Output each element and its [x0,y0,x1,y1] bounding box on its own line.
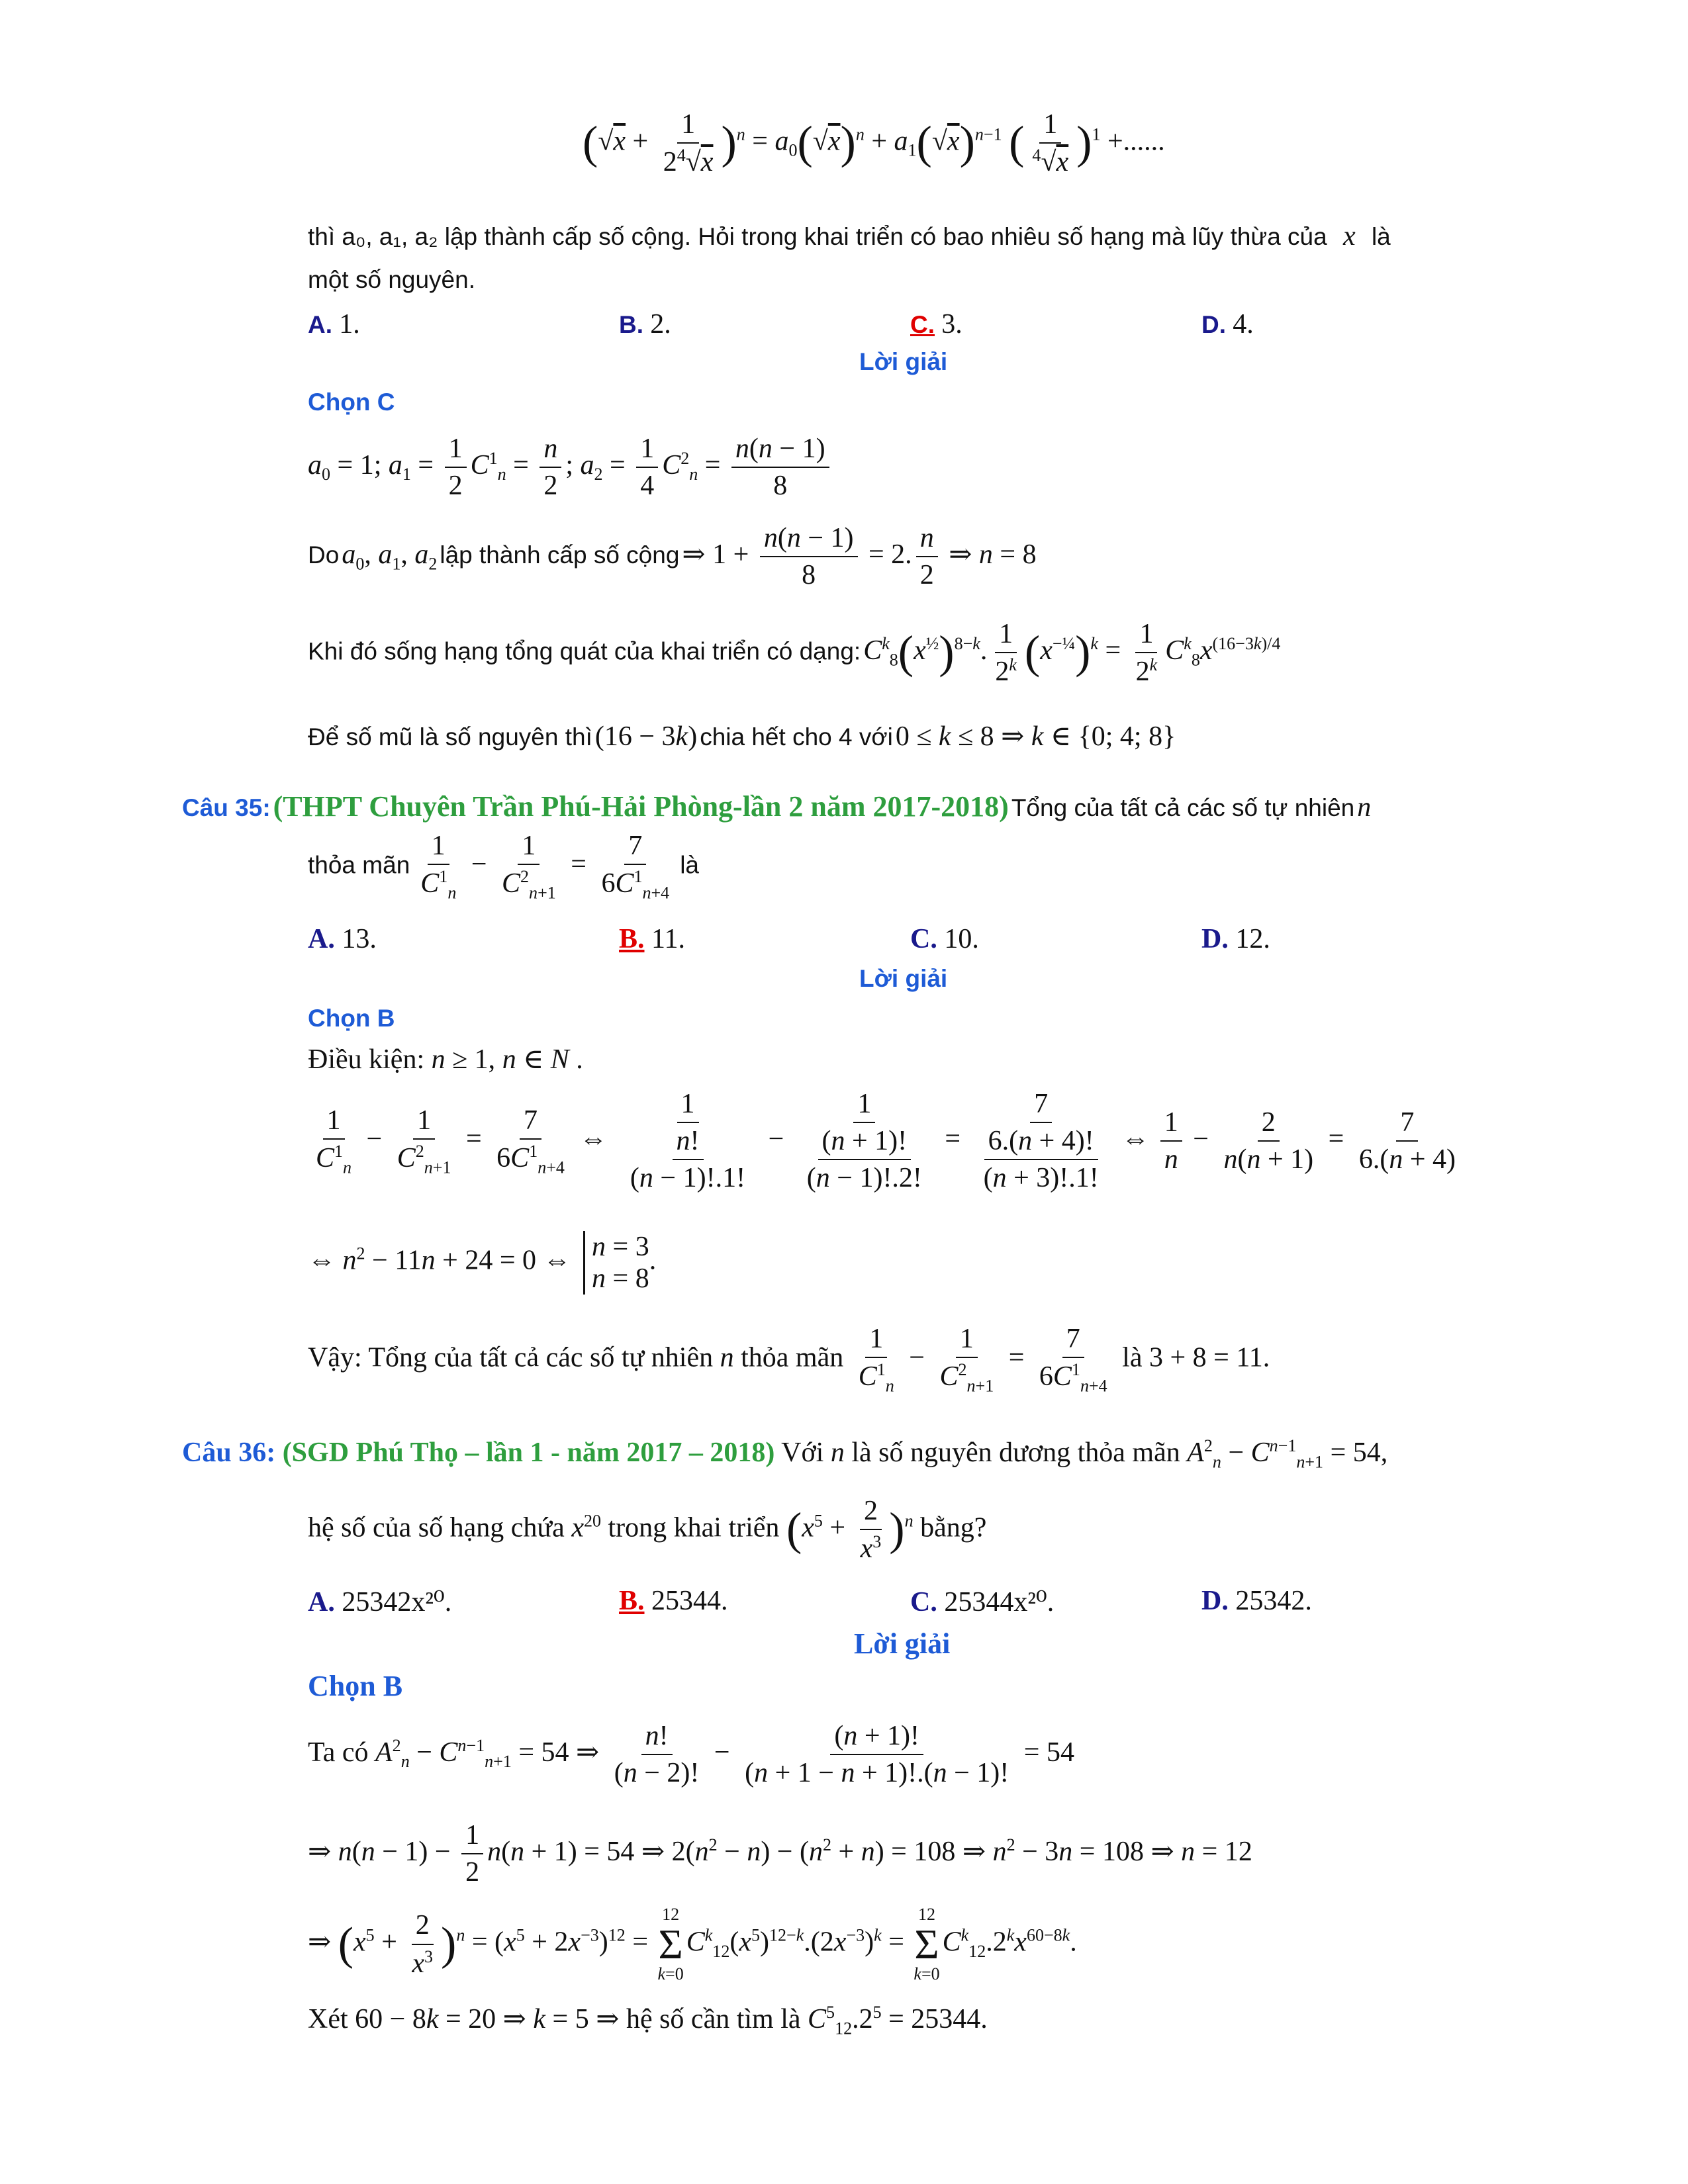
q34-option-a[interactable]: A. 1. [308,309,360,340]
q36-conclusion: Xét 60 − 8k = 20 ⇒ k = 5 ⇒ hệ số cần tìm là $C^5_{12}.2^5 = 25344$. [308,2003,988,2038]
q35-condition: Điều kiện: n ≥ 1, n ∈ N . [308,1044,583,1075]
q34-chosen-answer: Chọn C [308,388,395,416]
q36-statement-line2: hệ số của số hạng chứa $x^{20}$ trong khai triển ($x^5$ + $\frac{2}{x^3}$ )$^n$ bằng? [308,1496,987,1565]
q34-option-b[interactable]: B. 2. [619,309,671,340]
q36-option-d[interactable]: D. 25342. [1201,1586,1312,1616]
q36-step-solve-n: ⇒ n(n − 1) − $\frac{1}{2}$ n(n + 1) = 54 ⇒ $2(n^2 - n) - (n^2 + n) = 108$ ⇒ $n^2 - 3n = 108$ ⇒ n = 12 [308,1820,1252,1888]
q34-statement-line2: một số nguyên. [308,266,475,293]
q35-condition-equation: thỏa mãn $\frac{1}{C^1_n}$ − $\frac{1}{C^2_{n+1}}$ = $\frac{7}{6C^1_{n+4}}$ là [308,831,700,903]
q36-step-ta-co: Ta có $A^2_n - C^{n-1}_{n+1} = 54$ ⇒ $\frac{n!}{(n - 2)!}$ − $\frac{(n + 1)!}{(n + 1 - n + 1)!.(n - 1)!}$ = 54 [308,1721,1074,1789]
q36-option-c[interactable]: C. 25344x²⁰. [910,1587,1055,1617]
q36-step-expansion: ⇒ ($x^5$ + $\frac{2}{x^3}$ )$^n = (x^5 + 2x^{-3})^{12}$ = 12 Σ k=0 $C^k_{12}(x^5)^{12-k}.(2x^{-3})^k$ = 12 Σ k=0 $C^k_{12}.2^kx^{60-8k}$. [308,1905,1077,1983]
q35-option-b[interactable]: B. 11. [619,924,685,954]
q35-conclusion: Vậy: Tổng của tất cả các số tự nhiên n thỏa mãn $\frac{1}{C^1_n}$ − $\frac{1}{C^2_{n+1}}$ = $\frac{7}{6C^1_{n+4}}$ là 3 + 8 = 11. [308,1324,1270,1396]
q36-header: Câu 36: (SGD Phú Thọ – lần 1 - năm 2017 – 2018) Với n là số nguyên dương thỏa mãn $A^2_n - C^{n-1}_{n+1} = 54$, [182,1436,1388,1472]
q34-solution-title: Lời giải [859,348,948,375]
q35-option-d[interactable]: D. 12. [1201,924,1270,954]
q35-header: Câu 35: (THPT Chuyên Trần Phú-Hải Phòng-lần 2 năm 2017-2018) Tổng của tất cả các số tự nhiên n [182,790,1372,823]
q34-step-arithmetic: Do $a_0$, $a_1$, $a_2$ lập thành cấp số cộng ⇒ 1 + $\frac{n(n - 1)}{8}$ = 2. $\frac{n}{2}$ ⇒ n = 8 [308,523,1037,591]
q34-option-d[interactable]: D. 4. [1201,309,1254,340]
q34-statement-line1: thì a₀, a₁, a₂ lập thành cấp số cộng. Hỏi trong khai triển có bao nhiêu số hạng mà lũy thừa của x là [308,221,1391,251]
q36-solution-title: Lời giải [854,1627,951,1660]
q35-step-factorial: $\frac{1}{C^1_n}$ − $\frac{1}{C^2_{n+1}}$ = $\frac{7}{6C^1_{n+4}}$ ⇔ $\frac{1}{\frac{n!}{(n - 1)!.1!}}$ − $\frac{1}{\frac{(n + 1)!}{(n - 1)!.2!}}$ = $\frac{7}{\frac{6.(n + 4)!}{(n + 3)!.1!}}$ ⇔ $\frac{1}{n}$ − $\frac{2}{n(n + 1)}$ = $\frac{7}{6.(n + 4)}$ [316,1089,1456,1194]
q35-option-c[interactable]: C. 10. [910,924,979,954]
q35-solution-title: Lời giải [859,965,948,992]
q34-coefficients: $a_0 = 1$; $a_1$ = $\frac{1}{2}$ $C^1_n$ = $\frac{n}{2}$ ; $a_2$ = $\frac{1}{4}$ $C^2_n$ = $\frac{n(n - 1)}{8}$ [308,433,833,501]
q36-chosen-answer: Chọn B [308,1670,403,1702]
q35-option-a[interactable]: A. 13. [308,924,377,954]
q36-option-b[interactable]: B. 25344. [619,1586,728,1616]
q35-step-quadratic: ⇔ $n^2 - 11n + 24 = 0$ ⇔ n = 3 n = 8 . [308,1232,657,1294]
q35-chosen-answer: Chọn B [308,1005,395,1032]
q34-step-integer-exponent: Để số mũ là số nguyên thì (16 − 3k) chia hết cho 4 với 0 ≤ k ≤ 8 ⇒ k ∈ {0; 4; 8} [308,721,1176,752]
q36-option-a[interactable]: A. 25342x²⁰. [308,1587,452,1617]
q34-option-c[interactable]: C. 3. [910,309,962,340]
q34-step-general-term: Khi đó sống hạng tổng quát của khai triển có dạng: $C^k_8(x^{\frac{1}{2}})^{8-k}$. $\frac{1}{2^k}$ $(x^{-\frac{1}{4}})^k$ = $\frac{1}{2^k}$ $C^k_8x^{(16-3k)/4}$ [308,619,1281,688]
binomial-expansion-equation: (√x + $\frac{1}{2^4√x}$ )$^n = a_0(√x)^n + a_1(√x)^{n-1}$ ( $\frac{1}{^4√x}$ )$^1$ +...... [583,109,1165,178]
